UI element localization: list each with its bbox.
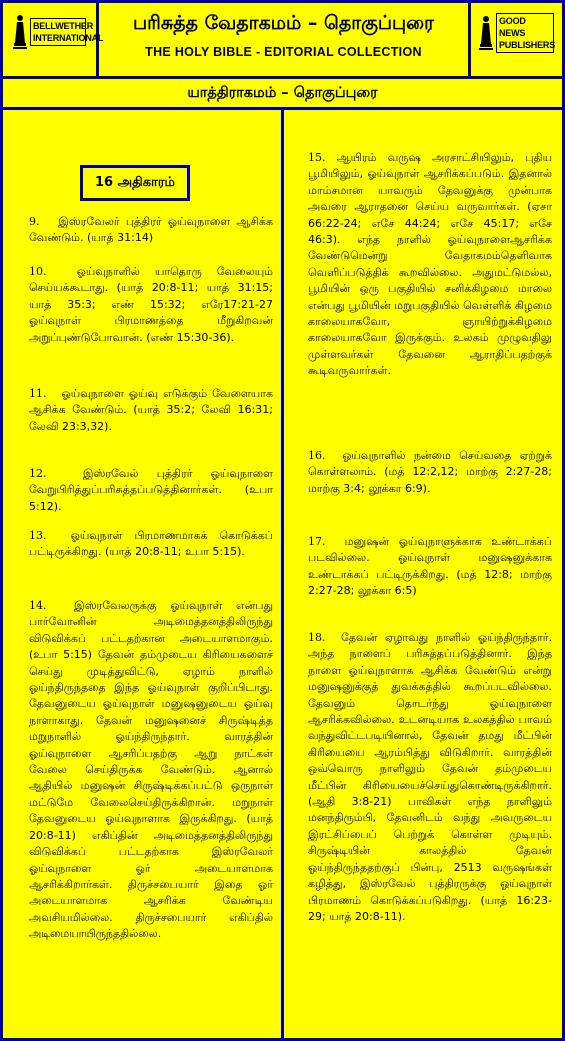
verse-12: 12. இஸ்ரவேல் புத்திரர் ஓய்வுநாளை வேறுபிரித்துப்பரிசுத்தப்படுத்தினார்கள். (உபா 5:12).	[29, 467, 273, 513]
verse-17: 17. மனுஷன் ஓய்வுநாளுக்காக உண்டாக்கப் படவில்லை. ஓய்வுநாள் மனுஷனுக்காக உண்டாக்கப் பட்டிருக்கிறது. (மத் 12:8; மாற்கு 2:27-28; லூக்கா 6:5)	[308, 535, 553, 598]
chapter-label: 16 அதிகாரம்	[80, 165, 190, 201]
verse-16: 16. ஓய்வுநாளில் நன்மை செய்வதை ஏற்றுக் கொள்ளலாம். (மத் 12:2,12; மாற்கு 2:27-28; மாற்கு 3:4; லூக்கா 6:9).	[308, 449, 552, 495]
good-news-logo	[468, 3, 562, 76]
right-logo-text: GOOD NEWS PUBLISHERS	[496, 13, 554, 53]
header-titles	[99, 3, 468, 76]
verse-18: 18. தேவன் ஏழாவது நாளில் ஓய்ந்திருந்தார். அந்த நாளைப் பரிசுத்தப்படுத்தினார். இந்த நாளை ஓய்வுநாளாக ஆசிக்க வேண்டும் என்று மனுஷனுக்குத் துவக்கத்தில் கூறப்படவில்லை. தேவனும் தொடர்ந்து ஓய்வுநாளை ஆசரிக்கவில்லை. உடனடியாக உலகத்தில் பாவம் வந்துவிட்டபடியினால், தேவன் தமது மீட்பின் கிரியையை ஆரம்பித்து விடுகிறார். வாரத்தின் ஒவ்வொரு நாளிலும் தேவன் தம்முடைய மீட்பின் கிரியையைச்செய்துகொண்டிருக்கிறார். (ஆதி 3:8-21) பாவிகள் எந்த நாளிலும் மனந்திரும்பி, தேவனிடம் வந்து அவருடைய இரட்சிப்பைப் பெற்றுக் கொள்ள முடியும். சிருஷ்டியின் காலத்தில் தேவன் ஓய்ந்திருந்ததற்குப் பின்பு, 2513 வருஷங்கள் கழித்து, இஸ்ரவேல் புத்திரருக்கு ஓய்வுநாள் பிரமாணம் கொடுக்கப்படுகிறது. (யாத் 16:23-29; யாத் 20:8-11).	[308, 631, 552, 923]
right-column	[284, 110, 562, 1038]
shepherd-icon	[479, 14, 493, 52]
verse-15: 15. ஆயிரம் வருஷ அரசாட்சியிலும், புதிய பூமியிலும், ஓய்வுநாள் ஆசரிக்கப்படும். இதனால் மாம்சமான யாவரும் தேவனுக்கு முன்பாக அவரை ஆராதனை செய்ய வருவார்கள். (ஏசா 66:22-24; எசே 44:24; எசே 45:17; எசே 46:3). எந்த நாளில் ஓய்வுநாளைஆசரிக்க வேண்டுமென்று வேதாகமம்தெளிவாக வெளிப்படுத்திக் கூறவில்லை. அதுமட்டுமல்ல, பூமியின் ஒரு பகுதியில் சனிக்கிழமை மாலை என்பது பூமியின் மறுபகுதியில் வெள்ளிக் கிழமை காலையாகவோ, ஞாயிற்றுக்கிழமை காலையாகவோ இருக்கும். உலகம் முழுவதிலு முள்ளவர்கள் தேவனை ஆராதிப்பதற்குக் கூடிவருவார்கள்.	[308, 151, 553, 378]
verse-10: 10. ஓய்வுநாளில் யாதொரு வேலையும் செய்யக்கூடாது. (யாத் 20:8-11; யாத் 31:15; யாத் 35:3; எண் 15:32; எரே17:21-27 ஓய்வுநாள் பிரமாணத்தை மீறுகிறவன் அறுப்புண்டுபோவான். (எண் 15:30-36).	[29, 265, 273, 344]
verse-13: 13. ஓய்வுநாள் பிரமாணமாகக் கொடுக்கப் பட்டிருக்கிறது. (யாத் 20:8-11; உபா 5:15).	[29, 529, 273, 559]
left-logo-text: BELLWETHER INTERNATIONAL	[30, 18, 86, 46]
shepherd-icon	[13, 13, 27, 51]
header	[3, 3, 562, 76]
title-english: THE HOLY BIBLE - EDITORIAL COLLECTION	[145, 45, 422, 59]
bellwether-logo	[3, 3, 104, 76]
verse-11: 11. ஓய்வுநாளை ஓய்வு எடுக்கும் வேளையாக ஆசிக்க வேண்டும். (யாத் 35:2; லேவி 16:31; லேவி 23:3,32).	[29, 387, 273, 433]
verse-14: 14. இஸ்ரவேலருக்கு ஓய்வுநாள் என்பது பார்வோனின் அடிமைத்தனத்திலிருந்து விடுவிக்கப் பட்டதற்கான அடையாளமாகும். (உபா 5:15) தேவன் தம்முடைய கிரியைகளைச் செய்து முடித்துவிட்டு, ஏழாம் நாளில் ஓய்ந்திருந்ததை இந்த ஓய்வுநாள் குறிப்பிடாது. தேவனுடைய ஓய்வுநாள் மனுஷனுடைய ஓய்வு நாளாகாது. தேவன் மனுஷனைச் சிருஷ்டித்த மறுநாளில் ஓய்ந்திருந்தார். வாரத்தின் ஓய்வுநாளை ஆசரிப்பதற்கு ஆறு நாட்கள் வேலை செய்திருக்க வேண்டும். ஆனால் ஆதியில் மனுஷன் சிருஷ்டிக்கப்பட்டு ஒருநாள் மட்டுமே வேலைசெய்திருக்கிறான். மறுநாள் தேவனுடைய ஓய்வுநாளாக இருக்கிறது. (யாத் 20:8-11) எகிப்தின் அடிமைத்தனத்திலிருந்து விடுவிக்கப் பட்டதற்காக இஸ்ரவேலர் ஓய்வுநாளை ஓர் அடையாளமாக ஆசரிக்கிறார்கள். திருச்சபையார் இதை ஓர் அடையாளமாக ஆசரிக்க வேண்டிய அவசியமில்லை. திருச்சபையார் எகிப்தில் அடிமையாயிருந்ததில்லை.	[29, 599, 273, 941]
title-tamil: பரிசுத்த வேதாகமம் – தொகுப்புரை	[133, 12, 434, 34]
verse-9: 9. இஸ்ரவேலர் புத்திரர் ஓய்வுநாளை ஆசிக்க வேண்டும். (யாத் 31:14)	[29, 215, 273, 245]
book-subtitle: யாத்திராகமம் – தொகுப்புரை	[3, 76, 562, 110]
left-column	[3, 110, 281, 1038]
